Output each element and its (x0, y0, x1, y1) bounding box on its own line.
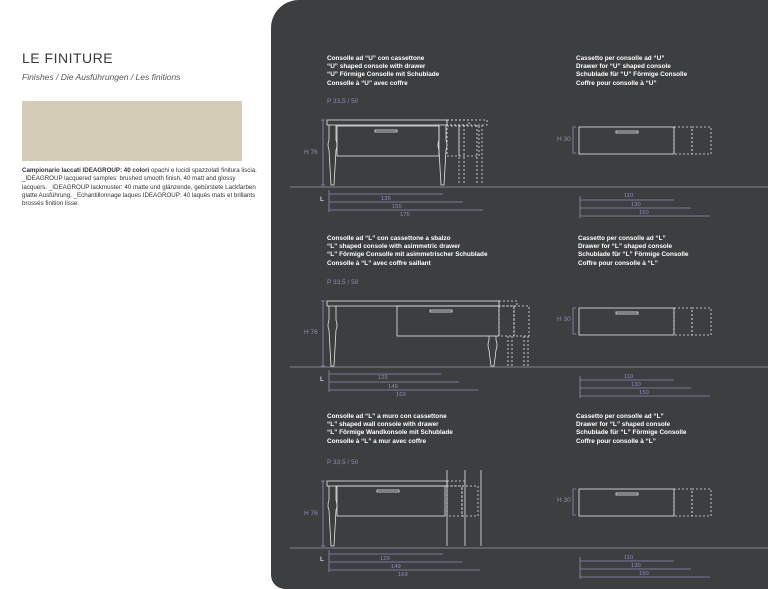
height-dimension (573, 127, 576, 153)
length-label: L (320, 196, 324, 203)
turned-leg (438, 125, 447, 185)
length-label: L (320, 376, 324, 383)
width-value: 135 (381, 196, 391, 202)
width-value: 149 (391, 564, 401, 570)
turned-leg (488, 336, 497, 366)
width-value: 130 (631, 202, 641, 208)
height-label: H 30 (557, 497, 571, 504)
title-line-de: “L” Förmige Consolle mit asimmetrischer Schublade (327, 251, 488, 259)
drawer-handle (430, 310, 452, 312)
width-value: 155 (392, 204, 402, 210)
width-value: 130 (631, 382, 641, 388)
depth-label: P 33,5 / 50 (327, 459, 359, 466)
title-line-fr: Consolle à “L” a mur avec coffre (327, 437, 427, 445)
description-text: opachi e lucidi spazzolati finitura liscia. _IDEAGROUP lacquered samples: brushed smooth finish, 40 matt and glossy lacquers. _IDEAGROUP lackmuster: 40 matte und glänzende, gebürstete Lackfarben glatte Ausführung. _Echantillonnage laques IDEAGROUP: 40 laqués mats et brillants brossés finition lisse. (22, 167, 257, 208)
title-line-en: “L” shaped console with asimmetric drawer (327, 243, 461, 251)
drawer-handle (377, 490, 399, 492)
depth-label: P 33,5 / 50 (327, 279, 359, 286)
title-line-it: Consolle ad “L” con cassettone a sbalzo (327, 235, 451, 242)
title-line-en: Drawer for “L” shaped console (576, 421, 671, 429)
l-drawer-drawing (573, 308, 711, 398)
width-value: 110 (624, 193, 634, 199)
title-line-de: Schublade für “L” Förmige Consolle (576, 429, 687, 437)
width-value: 169 (398, 572, 408, 578)
width-value: 110 (624, 374, 634, 380)
title-line-fr: Coffre pour consolle à “L” (578, 259, 658, 267)
turned-leg (328, 306, 337, 366)
width-value: 129 (380, 556, 390, 562)
title-line-en: “L” shaped wall console with drawer (327, 421, 439, 429)
drawer-handle (616, 131, 638, 133)
height-label: H 30 (557, 136, 571, 143)
height-dimension (573, 308, 576, 334)
height-label: H 30 (557, 316, 571, 323)
title-line-it: Cassetto per consolle ad “L” (578, 235, 666, 242)
title-line-it: Consolle ad “U” con cassettone (327, 55, 425, 62)
title-line-en: Drawer for “L” shaped console (578, 243, 673, 251)
width-value: 169 (396, 392, 406, 398)
title-line-fr: Consolle à “U” avec coffre (327, 79, 408, 87)
drawer (337, 486, 445, 516)
title-line-de: Schublade für “U” Förmige Consolle (576, 71, 688, 79)
drawer-handle (375, 130, 397, 132)
title-line-de: “U” Förmige Consolle mit Schublade (327, 71, 440, 79)
l-wall-drawer-drawing (573, 489, 711, 579)
page-subtitle: Finishes / Die Ausführungen / Les finitions (22, 72, 181, 82)
title-line-fr: Coffre pour consolle à “L” (576, 437, 656, 445)
width-value: 130 (631, 563, 641, 569)
width-value: 129 (378, 375, 388, 381)
console-top (327, 301, 499, 306)
title-line-de: Schublade für “L” Förmige Consolle (578, 251, 689, 259)
width-value: 150 (639, 210, 649, 216)
width-value: 110 (624, 555, 634, 561)
height-dimension (573, 489, 576, 515)
u-console-drawing (321, 120, 487, 212)
title-line-fr: Consolle à “L” avec coffre saillant (327, 259, 431, 267)
l-wall-console-drawing (321, 470, 481, 572)
page-title: LE FINITURE (22, 50, 114, 66)
depth-label: P 33,5 / 50 (327, 98, 359, 105)
description-bold: Campionario laccati IDEAGROUP: 40 colori (22, 167, 150, 174)
turned-leg (328, 486, 337, 546)
title-line-fr: Coffre pour consolle à “U” (576, 79, 657, 87)
width-value: 150 (639, 571, 649, 577)
console-top (327, 481, 447, 486)
console-top (327, 120, 447, 125)
l-console-drawing (321, 301, 529, 392)
height-label: H 76 (304, 510, 318, 517)
length-label: L (320, 556, 324, 563)
drawer (397, 306, 499, 336)
drawer-handle (616, 493, 638, 495)
drawer-handle (616, 312, 638, 314)
title-line-de: “L” Förmige Wandkonsole mit Schublade (327, 429, 453, 437)
width-value: 175 (400, 212, 410, 218)
height-label: H 76 (304, 149, 318, 156)
u-drawer-drawing (573, 127, 711, 218)
drawer (337, 126, 439, 156)
title-line-en: “U” shaped console with drawer (327, 63, 426, 71)
title-line-it: Cassetto per consolle ad “U” (576, 55, 665, 62)
height-label: H 76 (304, 329, 318, 336)
title-line-it: Cassetto per consolle ad “L” (576, 413, 664, 420)
title-line-en: Drawer for “U” shaped console (576, 63, 671, 71)
width-value: 150 (639, 390, 649, 396)
turned-leg (328, 125, 337, 185)
width-value: 149 (388, 384, 398, 390)
title-line-it: Consolle ad “L” a muro con cassettone (327, 413, 447, 420)
